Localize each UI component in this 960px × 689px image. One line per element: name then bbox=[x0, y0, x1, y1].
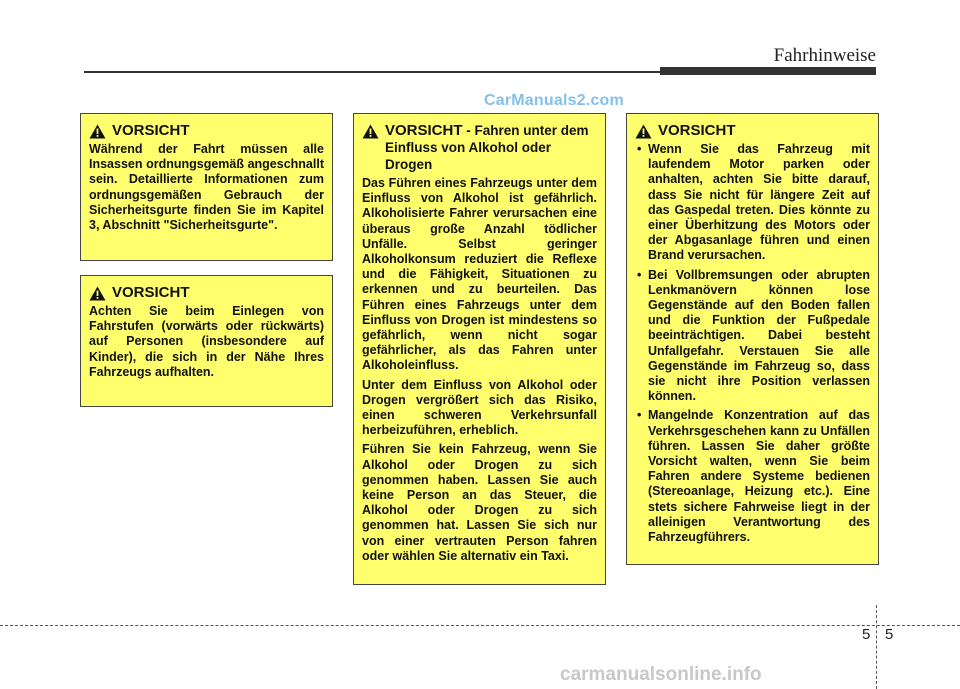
warning-triangle-icon bbox=[89, 124, 106, 139]
caution-box-driving-safety bbox=[626, 113, 879, 565]
caution-box-header bbox=[89, 122, 324, 139]
caution-title-main: VORSICHT bbox=[385, 122, 463, 139]
caution-title-suffix: - Fahren unter dem Einfluss von Alkohol oder Drogen bbox=[385, 123, 589, 172]
caution-text: Das Führen eines Fahrzeugs unter dem Einfluss von Alkohol ist gefährlich. Alkoholisierte Fahrer verursachen eine überaus große Anzahl tödlicher Unfälle. Selbst geringer Alkoholkonsum reduziert die Reflexe und die Fähigkeit, Situationen zu erkennen und zu beurteilen. Das Führen eines Fahrzeugs unter dem Einfluss von Drogen ist mindestens so gefährlich, wenn nicht sogar gefährlicher, als das Fahren unter Alkoholeinfluss. bbox=[362, 176, 597, 373]
page-number-chapter: 5 bbox=[862, 626, 871, 643]
caution-box-seatbelts bbox=[80, 113, 333, 261]
warning-triangle-icon bbox=[89, 286, 106, 301]
caution-box-gear-selection bbox=[80, 275, 333, 407]
page-number-page: 5 bbox=[885, 626, 894, 643]
section-title: Fahrhinweise bbox=[773, 45, 876, 66]
caution-box-title: VORSICHT bbox=[112, 122, 190, 139]
caution-text: Unter dem Einfluss von Alkohol oder Drogen vergrößert sich das Risiko, einen schweren Verkehrsunfall herbeizuführen, erheblich. bbox=[362, 377, 597, 438]
header-rule-thin bbox=[84, 71, 660, 73]
footer-dashed-rule bbox=[0, 625, 960, 626]
caution-box-header bbox=[89, 284, 324, 301]
caution-text: Führen Sie kein Fahrzeug, wenn Sie Alkohol oder Drogen zu sich genommen haben. Lassen Sie auch keine Person an das Steuer, die Alkohol oder Drogen zu sich genommen hat. Lassen Sie sich nur von einer vertrauten Person fahren oder wählen Sie alternativ ein Taxi. bbox=[362, 442, 597, 563]
caution-box-title bbox=[385, 122, 597, 173]
footer-vertical-separator bbox=[876, 605, 877, 689]
caution-box-alcohol-drugs bbox=[353, 113, 606, 585]
list-item: • Mangelnde Konzentration auf das Verkehrsgeschehen kann zu Unfällen führen. Lassen Sie daher größte Vorsicht walten, wenn Sie beim Fahren andere Systeme bedienen (Stereoanlage, Heizung etc.). Eine stets sichere Fahrweise liegt in der alleinigen Verantwortung des Fahrzeugführers. bbox=[635, 408, 870, 545]
list-item: • Wenn Sie das Fahrzeug mit laufendem Motor parken oder anhalten, achten Sie bitte darauf, dass Sie nicht für längere Zeit auf das Gaspedal treten. Dies könnte zu einer Überhitzung des Motors oder der Abgasanlage führen und einen Brand verursachen. bbox=[635, 142, 870, 264]
caution-bullet-list bbox=[635, 142, 870, 545]
caution-text: Während der Fahrt müssen alle Insassen ordnungsgemäß angeschnallt sein. Detaillierte Informationen zum ordnungsgemäßen Gebrauch der Sicherheitsgurte finden Sie im Kapitel 3, Abschnitt "Sicherheitsgurte". bbox=[89, 142, 324, 233]
caution-box-title: VORSICHT bbox=[658, 122, 736, 139]
watermark-bottom[interactable]: carmanualsonline.info bbox=[560, 664, 762, 685]
header-rule-thick bbox=[660, 67, 876, 75]
warning-triangle-icon bbox=[362, 124, 379, 139]
caution-text: Achten Sie beim Einlegen von Fahrstufen (vorwärts oder rückwärts) auf Personen (insbesondere auf Kinder), die sich in der Nähe Ihres Fahrzeugs aufhalten. bbox=[89, 304, 324, 379]
list-item: • Bei Vollbremsungen oder abrupten Lenkmanövern können lose Gegenstände auf den Boden fallen und die Funktion der Fußpedale beeinträchtigen. Dabei besteht Unfallgefahr. Verstauen Sie alle Gegenstände im Fahrzeug so, dass sie nicht ihre Position verlassen können. bbox=[635, 268, 870, 405]
caution-box-header bbox=[362, 122, 597, 173]
caution-box-header bbox=[635, 122, 870, 139]
watermark-top[interactable]: CarManuals2.com bbox=[484, 92, 624, 109]
warning-triangle-icon bbox=[635, 124, 652, 139]
caution-box-title: VORSICHT bbox=[112, 284, 190, 301]
